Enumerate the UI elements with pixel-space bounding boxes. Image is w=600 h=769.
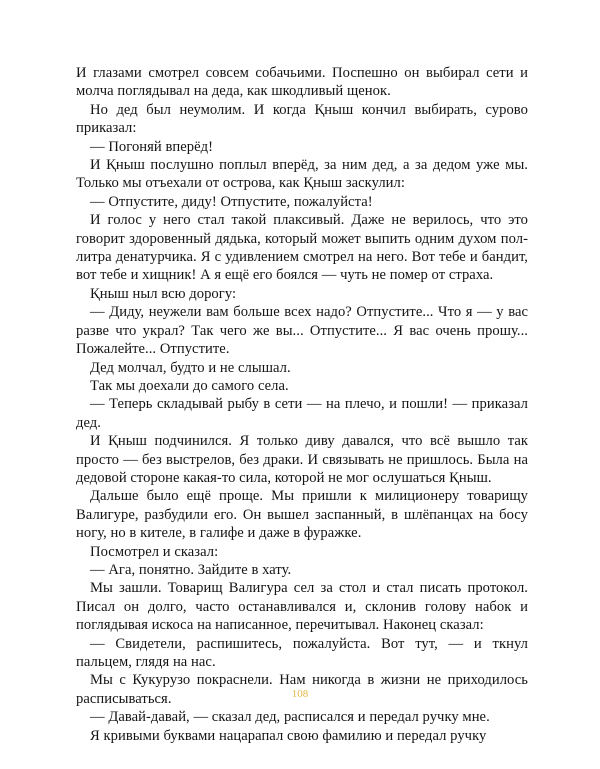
paragraph-4: И Қныш послушно поплыл вперёд, за ним дед, а за дедом уже мы. Только мы отъехали от острова, как Қныш заскулил:: [76, 157, 528, 192]
paragraph-1: И глазами смотрел совсем собачьими. Поспешно он выбирал сети и молча поглядывал на деда, как шкодливый щенок.: [76, 65, 528, 100]
paragraph-2: Но дед был неумолим. И когда Қныш кончил выбирать, сурово приказал:: [76, 101, 528, 137]
paragraph-9: Дед молчал, будто и не слышал.: [90, 359, 291, 376]
paragraph-16: Мы зашли. Товарищ Валигура сел за стол и стал писать протокол. Писал он долго, часто останавливался и, склонив голову набок и поглядывая искоса на написанное, перечитывал. Наконец сказал:: [76, 580, 528, 634]
paragraph-12: И Қныш подчинился. Я только диву давался, что всё вышло так просто — без выстрелов, без драки. И связывать не пришлось. Была на дедовой стороне какая-то сила, которой не мог ослушаться Қныш.: [76, 433, 528, 486]
paragraph-7: Қныш ныл всю дорогу:: [90, 285, 237, 302]
paragraph-10: Так мы доехали до самого села.: [90, 377, 289, 394]
paragraph-14: Посмотрел и сказал:: [90, 543, 219, 560]
paragraph-8: — Диду, неужели вам больше всех надо? Отпустите... Что я — у вас разве что украл? Так чего же вы... Отпустите... Я вас очень прошу... Пожалейте... Отпустите.: [76, 304, 528, 358]
paragraph-20: Я кривыми буквами нацарапал свою фамилию и передал ручку: [90, 727, 487, 744]
paragraph-13: Дальше было ещё проще. Мы пришли к милиционеру товарищу Валигуре, разбудили его. Он вышел заспанный, в шлёпанцах на босу ногу, но в кителе, в галифе и даже в фуражке.: [76, 488, 528, 542]
paragraph-11: — Теперь складывай рыбу в сети — на плечо, и пошли! — приказал дед.: [76, 396, 528, 431]
page-number: 108: [291, 688, 309, 700]
paragraph-15: — Ага, понятно. Зайдите в хату.: [90, 561, 292, 578]
paragraph-3: — Погоняй вперёд!: [90, 138, 214, 155]
paragraph-18: Мы с Кукурузо покраснели. Нам никогда в жизни не приходилось расписываться.: [76, 672, 528, 707]
paragraph-17: — Свидетели, распишитесь, пожалуйста. Вот тут, — и ткнул пальцем, глядя на нас.: [76, 635, 528, 670]
book-page-text: [76, 64, 528, 745]
paragraph-5: — Отпустите, диду! Отпустите, пожалуйста!: [90, 193, 373, 210]
paragraph-6: И голос у него стал такой плаксивый. Даже не верилось, что это говорит здоровенный дядька, который может выпить одним духом пол-литра денатурчика. Я с удивлением смотрел на него. Вот тебе и бандит, вот тебе и хищник! А я ещё его боялся — чуть не помер от страха.: [76, 212, 528, 284]
paragraph-19: — Давай-давай, — сказал дед, расписался и передал ручку мне.: [90, 709, 490, 726]
